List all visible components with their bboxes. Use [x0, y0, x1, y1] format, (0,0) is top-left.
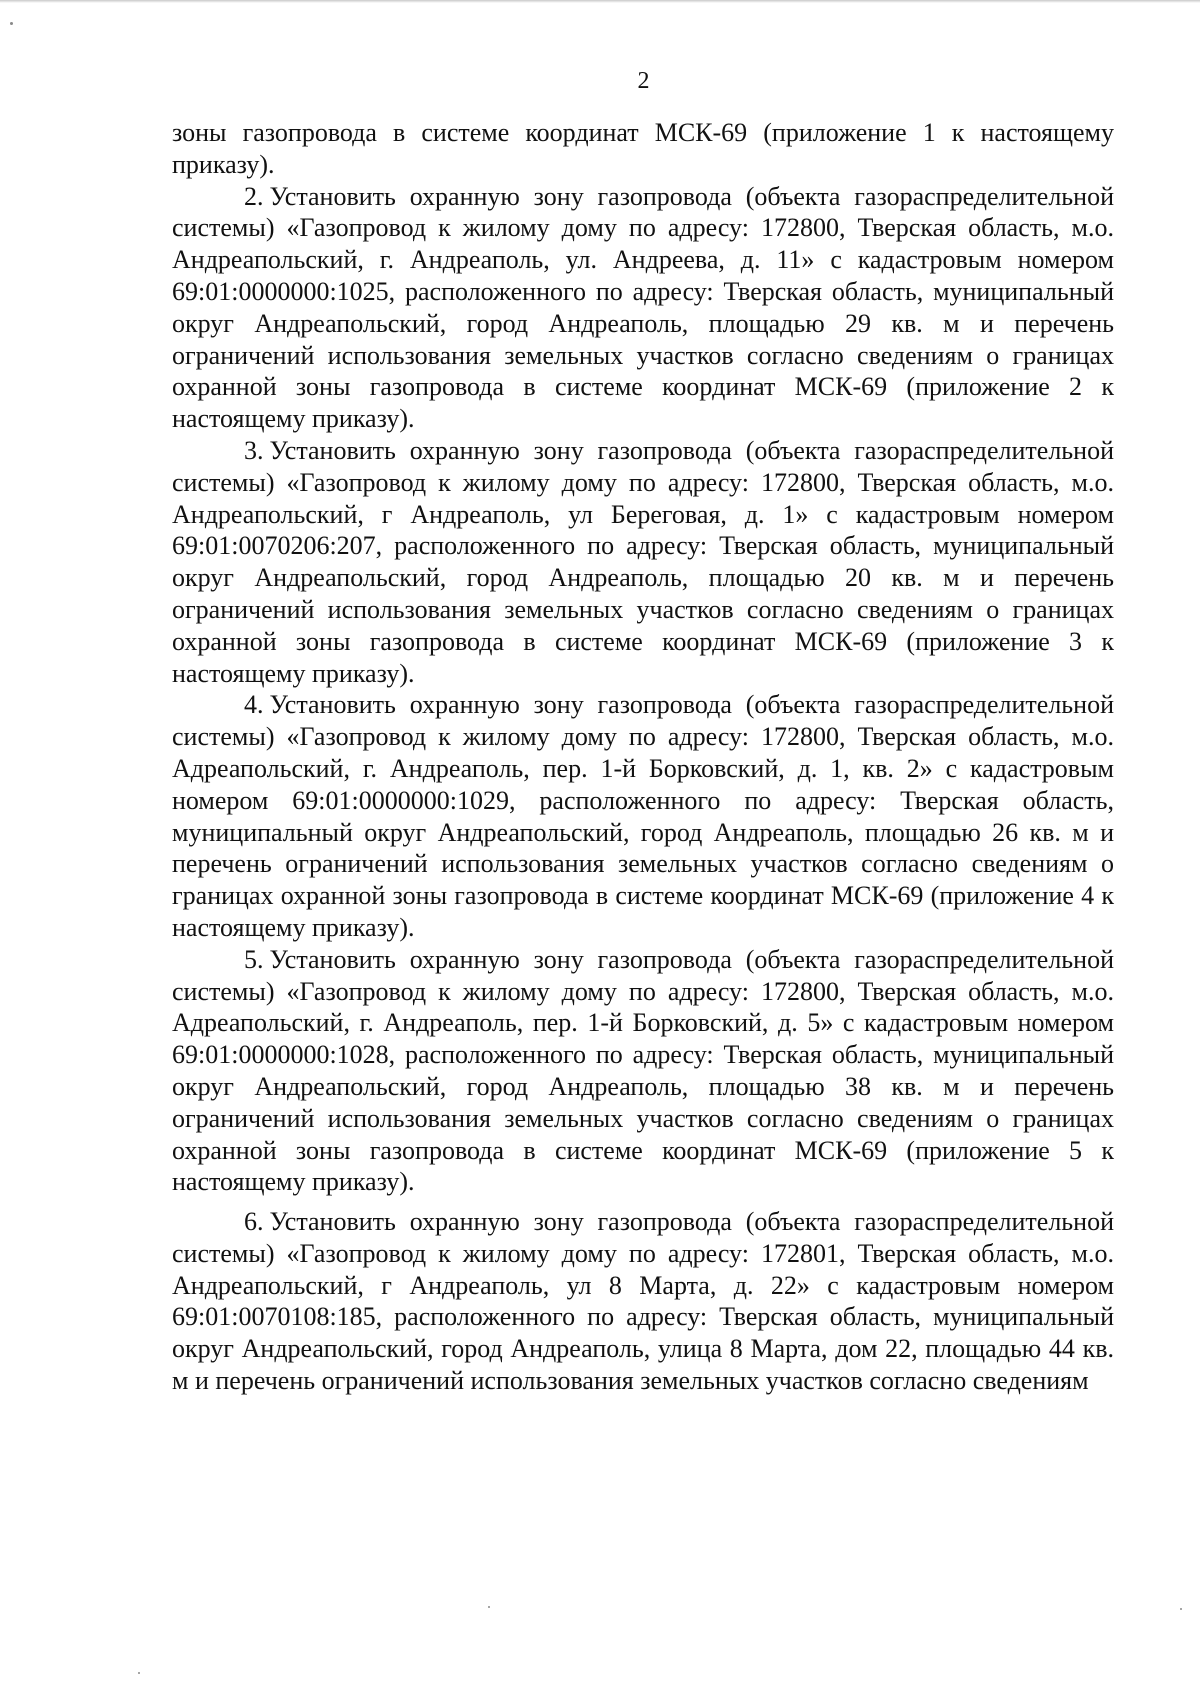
- paragraph-item-6: [172, 1206, 1114, 1397]
- item-number: 4.: [244, 690, 264, 720]
- scan-speck: [138, 1672, 140, 1674]
- paragraph-text: Установить охранную зону газопровода (объекта газораспределительной системы) «Газопровод к жилому дому по адресу: 172800, Тверская область, м.о. Андреапольский, г Андреаполь, ул Береговая, д. 1» с кадастровым номером 69:01:0070206:207, расположенного по адресу: Тверская область, муниципальный округ Андреапольский, город Андреаполь, площадью 20 кв. м и перечень ограничений использования земельных участков согласно сведениям о границах охранной зоны газопровода в системе координат МСК-69 (приложение 3 к настоящему приказу).: [172, 435, 1114, 688]
- document-body: [172, 117, 1114, 1397]
- paragraph-text: Установить охранную зону газопровода (объекта газораспределительной системы) «Газопровод к жилому дому по адресу: 172801, Тверская область, м.о. Андреапольский, г Андреаполь, ул 8 Марта, д. 22» с кадастровым номером 69:01:0070108:185, расположенного по адресу: Тверская область, муниципальный округ Андреапольский, город Андреаполь, улица 8 Марта, дом 22, площадью 44 кв. м и перечень ограничений использования земельных участков согласно сведениям: [172, 1207, 1114, 1396]
- scan-speck: [1180, 1608, 1182, 1610]
- paragraph-item-2: [172, 181, 1114, 435]
- paragraph-continuation: [172, 117, 1114, 181]
- paragraph-item-4: [172, 689, 1114, 943]
- scan-top-edge: [0, 0, 1200, 3]
- paragraph-item-3: [172, 435, 1114, 689]
- paragraph-spacer: [172, 1198, 1114, 1206]
- paragraph-item-5: [172, 944, 1114, 1198]
- paragraph-text: Установить охранную зону газопровода (объекта газораспределительной системы) «Газопровод к жилому дому по адресу: 172800, Тверская область, м.о. Адреапольский, г. Андреаполь, пер. 1-й Борковский, д. 5» с кадастровым номером 69:01:0000000:1028, расположенного по адресу: Тверская область, муниципальный округ Андреапольский, город Андреаполь, площадью 38 кв. м и перечень ограничений использования земельных участков согласно сведениям о границах охранной зоны газопровода в системе координат МСК-69 (приложение 5 к настоящему приказу).: [172, 944, 1114, 1197]
- paragraph-text: Установить охранную зону газопровода (объекта газораспределительной системы) «Газопровод к жилому дому по адресу: 172800, Тверская область, м.о. Адреапольский, г. Андреаполь, пер. 1-й Борковский, д. 1, кв. 2» с кадастровым номером 69:01:0000000:1029, расположенного по адресу: Тверская область, муниципальный округ Андреапольский, город Андреаполь, площадью 26 кв. м и перечень ограничений использования земельных участков согласно сведениям о границах охранной зоны газопровода в системе координат МСК-69 (приложение 4 к настоящему приказу).: [172, 690, 1114, 942]
- scan-speck: [488, 1606, 490, 1608]
- item-number: 3.: [244, 435, 264, 465]
- page-number: 2: [637, 68, 650, 94]
- paragraph-text: Установить охранную зону газопровода (объекта газораспределительной системы) «Газопровод к жилому дому по адресу: 172800, Тверская область, м.о. Андреапольский, г. Андреаполь, ул. Андреева, д. 11» с кадастровым номером 69:01:0000000:1025, расположенного по адресу: Тверская область, муниципальный округ Андреапольский, город Андреаполь, площадью 29 кв. м и перечень ограничений использования земельных участков согласно сведениям о границах охранной зоны газопровода в системе координат МСК-69 (приложение 2 к настоящему приказу).: [172, 181, 1114, 434]
- paragraph-text: зоны газопровода в системе координат МСК-69 (приложение 1 к настоящему приказу).: [172, 118, 1114, 179]
- item-number: 6.: [244, 1207, 264, 1237]
- scan-speck: [10, 22, 13, 25]
- item-number: 5.: [244, 944, 264, 974]
- item-number: 2.: [244, 181, 264, 211]
